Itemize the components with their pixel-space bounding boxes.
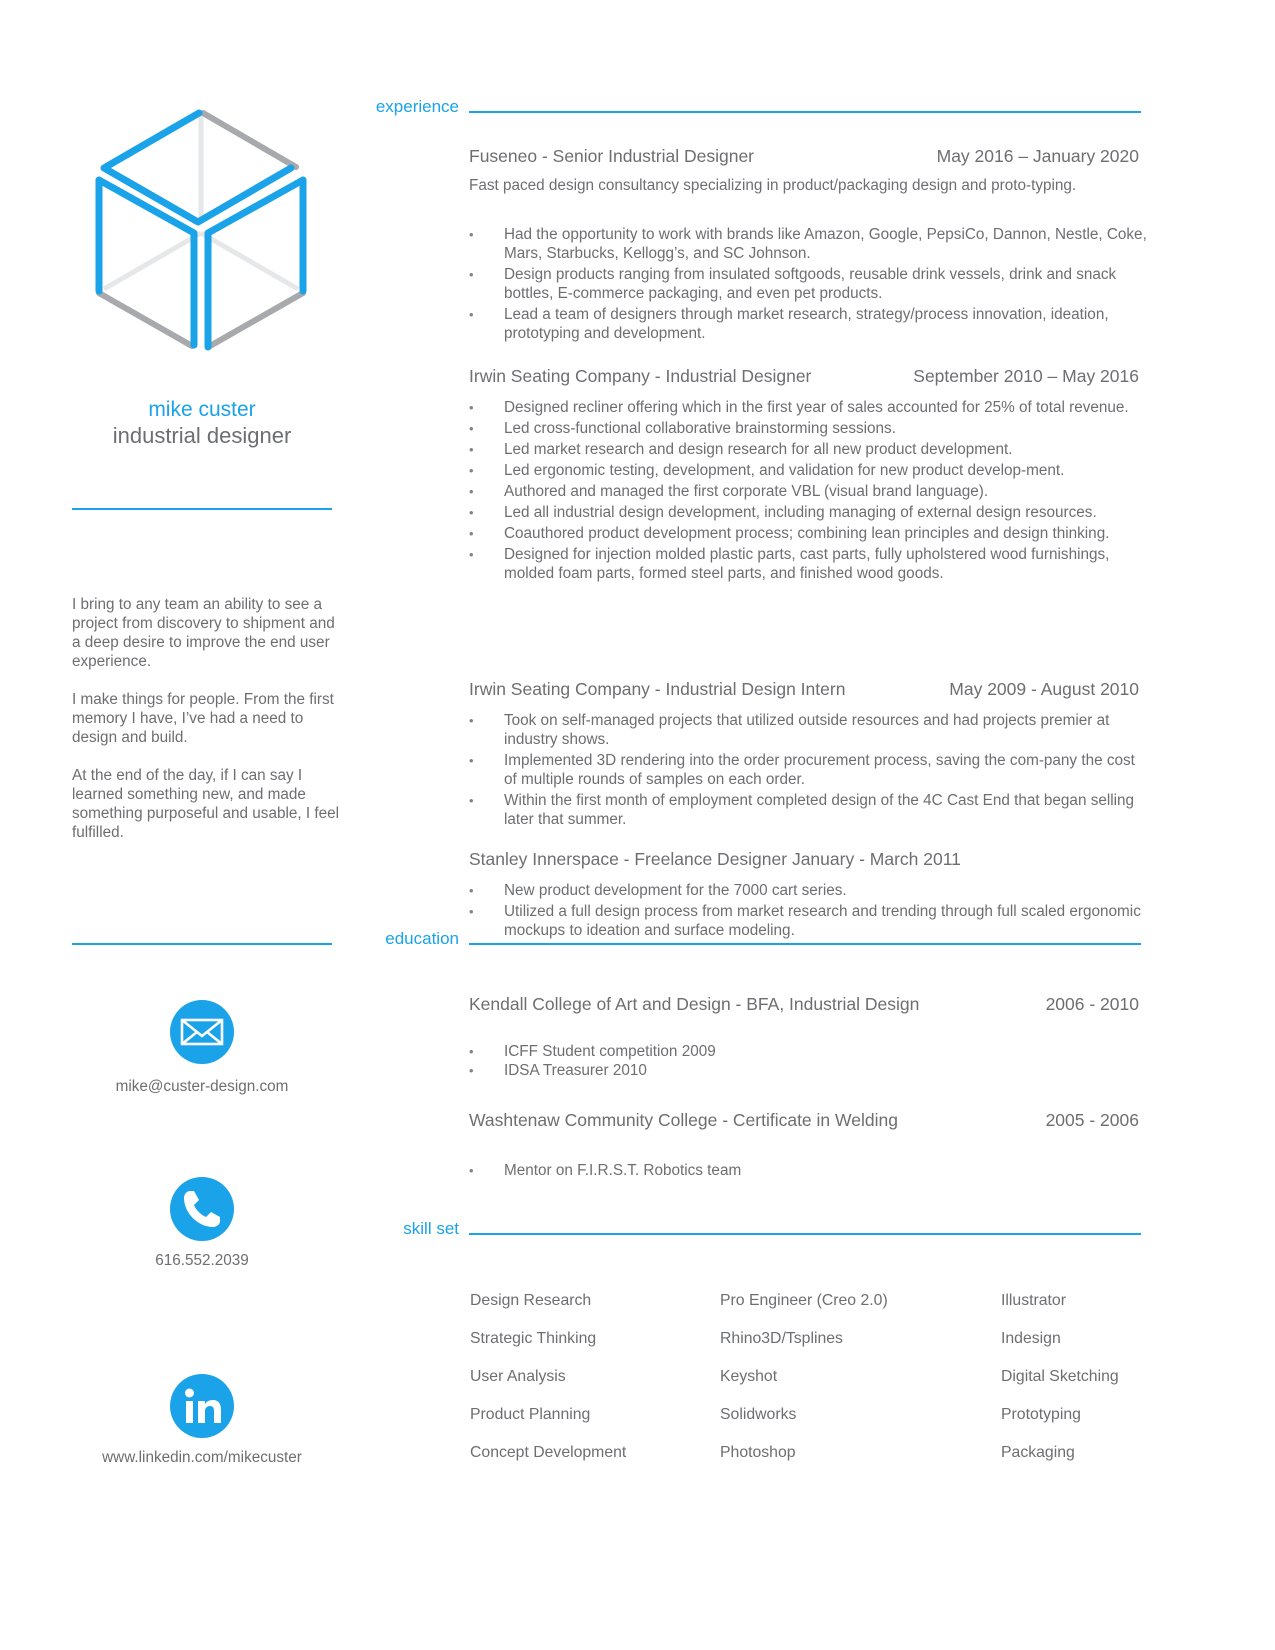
job-role: Irwin Seating Company - Industrial Design Intern bbox=[469, 679, 846, 699]
list-item: • Mentor on F.I.R.S.T. Robotics team bbox=[469, 1161, 1149, 1180]
list-item: • Took on self-managed projects that utilized outside resources and had projects premier at industry shows. bbox=[469, 711, 1149, 749]
school-dates: 2005 - 2006 bbox=[1045, 1110, 1139, 1130]
job-role: Irwin Seating Company - Industrial Designer bbox=[469, 366, 812, 386]
list-item: • Utilized a full design process from market research and trending through full scaled ergonomic mockups to ideation and surface modeling. bbox=[469, 902, 1149, 940]
list-item: • ICFF Student competition 2009 bbox=[469, 1042, 1149, 1061]
profile-name: mike custer bbox=[148, 398, 256, 421]
about-paragraph-2: I make things for people. From the first memory I have, I’ve had a need to design and build. bbox=[72, 691, 334, 746]
list-item: • Designed recliner offering which in the first year of sales accounted for 25% of total revenue. bbox=[469, 398, 1149, 417]
list-item: • Lead a team of designers through market research, strategy/process innovation, ideation, prototyping and development. bbox=[469, 305, 1149, 343]
list-item: • Design products ranging from insulated softgoods, reusable drink vessels, drink and snack bottles, E-commerce packaging, and even pet products. bbox=[469, 265, 1149, 303]
skill-item: Pro Engineer (Creo 2.0) bbox=[720, 1292, 888, 1309]
linkedin-icon[interactable] bbox=[170, 1374, 234, 1438]
experience-rule bbox=[469, 111, 1141, 113]
skill-item: Product Planning bbox=[470, 1406, 591, 1423]
list-item: • Coauthored product development process; combining lean principles and design thinking. bbox=[469, 524, 1149, 543]
job-bullets bbox=[469, 225, 1149, 345]
skills-heading: skill set bbox=[403, 1219, 459, 1238]
job-dates: September 2010 – May 2016 bbox=[913, 366, 1139, 386]
email-link[interactable]: mike@custer-design.com bbox=[115, 1078, 289, 1095]
job-dates: May 2016 – January 2020 bbox=[936, 146, 1139, 166]
education-bullets bbox=[469, 1161, 1149, 1182]
envelope-icon[interactable] bbox=[170, 1000, 234, 1064]
list-item: • Had the opportunity to work with brands like Amazon, Google, PepsiCo, Dannon, Nestle, Coke, Mars, Starbucks, Kellogg’s, and SC Johnson. bbox=[469, 225, 1149, 263]
experience-heading: experience bbox=[375, 97, 459, 116]
skill-item: Design Research bbox=[470, 1292, 592, 1309]
list-item: • IDSA Treasurer 2010 bbox=[469, 1061, 1149, 1080]
list-item: • Implemented 3D rendering into the order procurement process, saving the com-pany the cost of multiple rounds of samples on each order. bbox=[469, 751, 1149, 789]
skill-item: Photoshop bbox=[720, 1444, 796, 1461]
skill-item: Prototyping bbox=[1001, 1406, 1081, 1423]
education-bullets bbox=[469, 1042, 1149, 1082]
school-name: Washtenaw Community College - Certificate in Welding bbox=[469, 1110, 898, 1130]
skill-item: Solidworks bbox=[720, 1406, 797, 1423]
list-item: • New product development for the 7000 cart series. bbox=[469, 881, 1149, 900]
list-item: • Designed for injection molded plastic parts, cast parts, fully upholstered wood furnishings, molded foam parts, formed steel parts, and finished wood goods. bbox=[469, 545, 1149, 583]
job-header bbox=[469, 849, 1139, 870]
job-bullets bbox=[469, 881, 1149, 942]
job-dates: May 2009 - August 2010 bbox=[949, 679, 1139, 699]
about-paragraph-3: At the end of the day, if I can say I learned something new, and made something purposeful and usable, I feel fulfilled. bbox=[72, 767, 340, 841]
education-heading: education bbox=[385, 929, 459, 948]
about-paragraph-1: I bring to any team an ability to see a project from discovery to shipment and a deep desire to improve the end user experience. bbox=[72, 596, 335, 670]
list-item: • Led all industrial design development, including managing of external design resources. bbox=[469, 503, 1149, 522]
skill-item: Illustrator bbox=[1001, 1292, 1066, 1309]
skill-item: User Analysis bbox=[470, 1368, 566, 1385]
skills-rule bbox=[469, 1233, 1141, 1235]
skill-item: Concept Development bbox=[470, 1444, 627, 1461]
about-text bbox=[72, 595, 344, 861]
education-header bbox=[469, 1110, 1139, 1131]
school-dates: 2006 - 2010 bbox=[1045, 994, 1139, 1014]
linkedin-link[interactable]: www.linkedin.com/mikecuster bbox=[102, 1449, 302, 1466]
list-item: • Led ergonomic testing, development, and validation for new product develop-ment. bbox=[469, 461, 1149, 480]
list-item: • Led cross-functional collaborative brainstorming sessions. bbox=[469, 419, 1149, 438]
job-bullets bbox=[469, 398, 1149, 585]
left-divider-top bbox=[72, 508, 332, 510]
job-header bbox=[469, 366, 1139, 387]
list-item: • Led market research and design research for all new product development. bbox=[469, 440, 1149, 459]
job-description: Fast paced design consultancy specializing in product/packaging design and proto-typing. bbox=[469, 177, 1077, 194]
job-header bbox=[469, 146, 1139, 167]
list-item: • Within the first month of employment completed design of the 4C Cast End that began selling later that summer. bbox=[469, 791, 1149, 829]
education-header bbox=[469, 994, 1139, 1015]
phone-number[interactable]: 616.552.2039 bbox=[155, 1252, 249, 1269]
phone-icon[interactable] bbox=[170, 1177, 234, 1241]
list-item: • Authored and managed the first corporate VBL (visual brand language). bbox=[469, 482, 1149, 501]
job-bullets bbox=[469, 711, 1149, 831]
skill-item: Rhino3D/Tsplines bbox=[720, 1330, 843, 1347]
skill-item: Strategic Thinking bbox=[470, 1330, 597, 1347]
skill-item: Digital Sketching bbox=[1001, 1368, 1119, 1385]
left-divider-bottom bbox=[72, 943, 332, 945]
cube-logo-icon bbox=[90, 105, 314, 355]
job-role: Stanley Innerspace - Freelance Designer January - March 2011 bbox=[469, 849, 961, 869]
skill-item: Indesign bbox=[1001, 1330, 1061, 1347]
school-name: Kendall College of Art and Design - BFA, Industrial Design bbox=[469, 994, 920, 1014]
job-role: Fuseneo - Senior Industrial Designer bbox=[469, 146, 755, 166]
skill-item: Packaging bbox=[1001, 1444, 1075, 1461]
education-rule bbox=[469, 943, 1141, 945]
profile-title: industrial designer bbox=[112, 423, 292, 448]
skill-item: Keyshot bbox=[720, 1368, 778, 1385]
job-header bbox=[469, 679, 1139, 700]
